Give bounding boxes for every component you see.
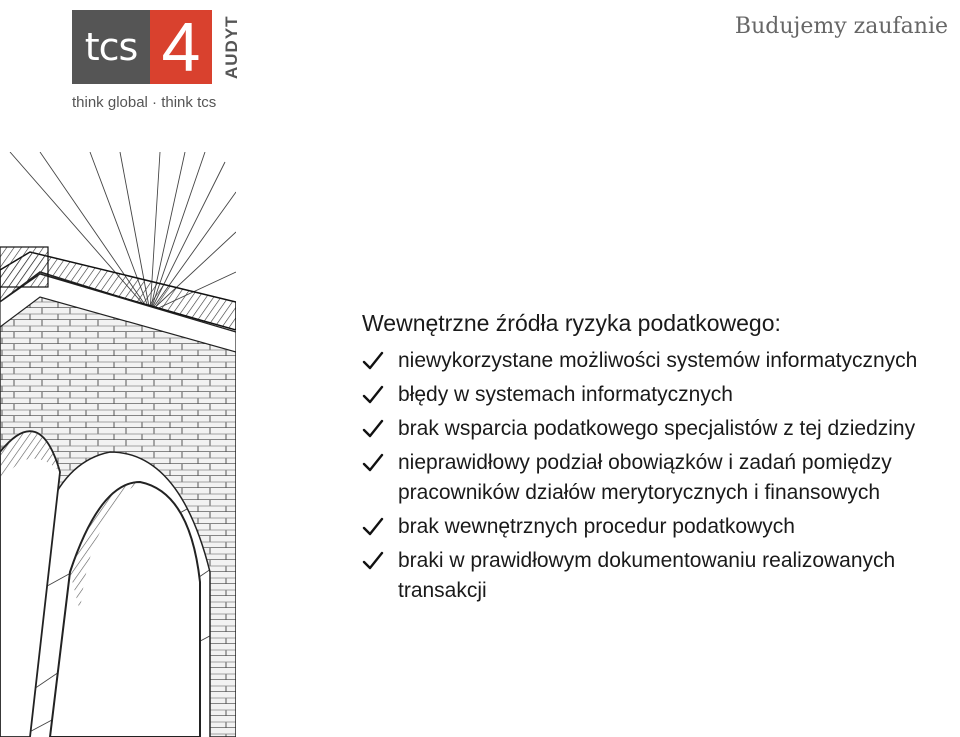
content-section: [362, 308, 958, 610]
logo-four: 4: [150, 10, 212, 84]
logo-tagline: think global · think tcs: [72, 94, 217, 111]
list-item: [362, 414, 958, 444]
logo-tcs: tcs: [72, 10, 150, 84]
list-item: [362, 346, 958, 376]
checkmark-icon: [362, 384, 384, 406]
list-item-text: brak wewnętrznych procedur podatkowych: [398, 515, 795, 538]
list-item: [362, 380, 958, 410]
section-heading: Wewnętrzne źródła ryzyka podatkowego:: [362, 310, 781, 336]
list-item: [362, 512, 958, 542]
logo-audyt: AUDYT: [222, 15, 241, 79]
checkmark-icon: [362, 550, 384, 572]
checkmark-icon: [362, 418, 384, 440]
list-item: [362, 448, 958, 508]
checkmark-icon: [362, 516, 384, 538]
list-item-text: błędy w systemach informatycznych: [398, 383, 733, 406]
list-item-text: braki w prawidłowym dokumentowaniu realizowanych transakcji: [398, 549, 896, 602]
list-item-text: nieprawidłowy podział obowiązków i zadań pomiędzy pracowników działów merytorycznych i finansowych: [398, 451, 892, 504]
risk-list: [362, 346, 958, 606]
list-item: [362, 546, 958, 606]
checkmark-icon: [362, 350, 384, 372]
bridge-illustration: [0, 152, 236, 737]
list-item-text: niewykorzystane możliwości systemów informatycznych: [398, 349, 918, 372]
header-slogan: Budujemy zaufanie: [734, 14, 948, 39]
list-item-text: brak wsparcia podatkowego specjalistów z tej dziedziny: [398, 417, 916, 440]
company-logo: [72, 8, 242, 111]
checkmark-icon: [362, 452, 384, 474]
